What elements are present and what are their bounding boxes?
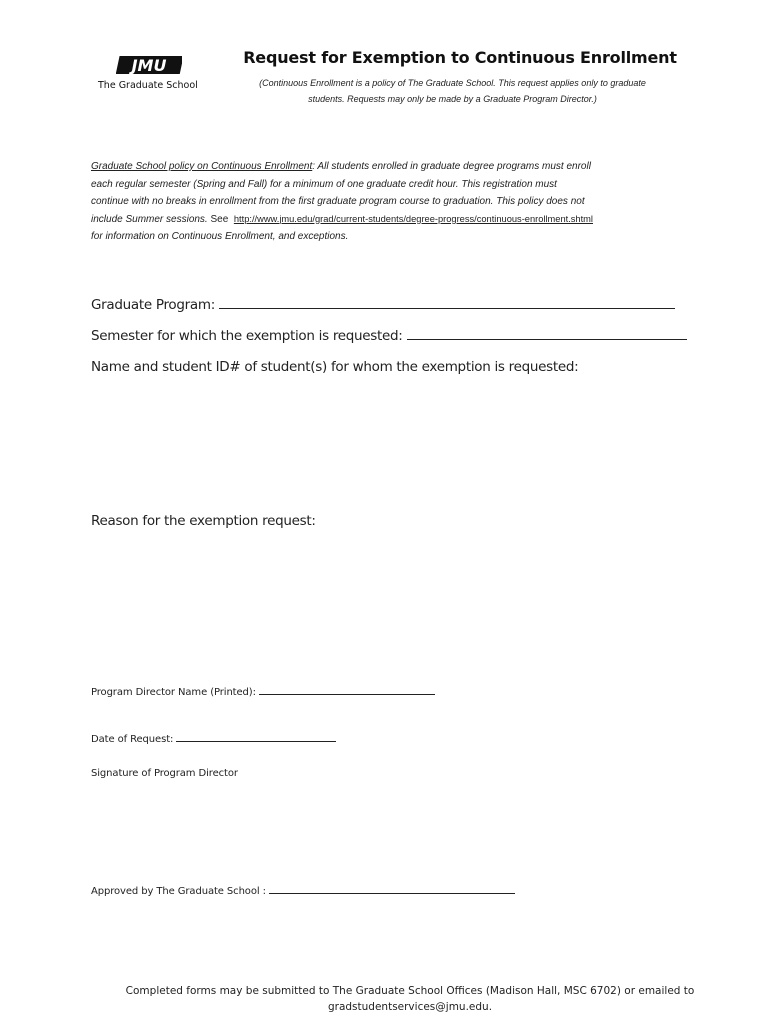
policy-line-1	[91, 158, 681, 176]
jmu-logo	[98, 54, 206, 94]
logo-subtitle: The Graduate School	[98, 80, 198, 91]
graduate-program-field	[91, 297, 675, 313]
policy-line-4-start: include Summer sessions.	[91, 213, 208, 225]
director-name-field	[91, 685, 435, 698]
policy-line-1-rest: : All students enrolled in graduate degree programs must enroll	[312, 161, 591, 172]
policy-line-3: continue with no breaks in enrollment from the first graduate program course to graduation. This policy does not	[91, 196, 585, 207]
policy-heading: Graduate School policy on Continuous Enrollment	[91, 161, 313, 172]
jmu-logo-mark	[116, 54, 182, 76]
footer-email[interactable]: gradstudentservices@jmu.edu.	[327, 1001, 493, 1013]
students-label: Name and student ID# of student(s) for whom the exemption is requested:	[91, 359, 579, 375]
policy-line-4	[91, 211, 681, 229]
signature-label: Signature of Program Director	[91, 768, 238, 779]
semester-label: Semester for which the exemption is requested:	[91, 328, 403, 344]
director-name-label: Program Director Name (Printed):	[91, 687, 256, 698]
policy-see: See	[210, 213, 229, 225]
page-subtitle	[225, 75, 680, 107]
date-label: Date of Request:	[91, 734, 174, 745]
approved-line[interactable]	[269, 884, 515, 894]
policy-paragraph	[91, 158, 681, 246]
reason-label: Reason for the exemption request:	[91, 513, 316, 529]
approved-field	[91, 884, 515, 897]
students-field	[91, 359, 578, 375]
semester-field	[91, 328, 687, 344]
graduate-program-line[interactable]	[219, 297, 675, 309]
policy-line-5: for information on Continuous Enrollment, and exceptions.	[91, 231, 349, 242]
policy-link[interactable]: http://www.jmu.edu/grad/current-students/degree-progress/continuous-enrollment.shtml	[233, 213, 593, 224]
signature-field	[91, 768, 238, 779]
signature-area[interactable]	[91, 790, 491, 870]
semester-line[interactable]	[407, 328, 687, 340]
reason-field	[91, 513, 316, 529]
policy-line-2: each regular semester (Spring and Fall) for a minimum of one graduate credit hour. This registration must	[91, 178, 557, 190]
footer-note	[100, 983, 720, 1015]
graduate-program-label: Graduate Program:	[91, 297, 215, 313]
subtitle-line-1: (Continuous Enrollment is a policy of The Graduate School. This request applies only to graduate	[259, 78, 646, 88]
subtitle-line-2: students. Requests may only be made by a Graduate Program Director.)	[308, 94, 597, 104]
footer-line-1: Completed forms may be submitted to The Graduate School Offices (Madison Hall, MSC 6702) or emailed to	[125, 985, 695, 997]
date-field	[91, 732, 336, 745]
page-title: Request for Exemption to Continuous Enrollment	[243, 48, 677, 67]
director-name-line[interactable]	[259, 685, 435, 695]
reason-response-area[interactable]	[91, 540, 681, 670]
jmu-logo-text: JMU	[131, 56, 167, 75]
students-response-area[interactable]	[91, 385, 681, 500]
approved-label: Approved by The Graduate School :	[91, 886, 266, 897]
date-line[interactable]	[176, 732, 336, 742]
